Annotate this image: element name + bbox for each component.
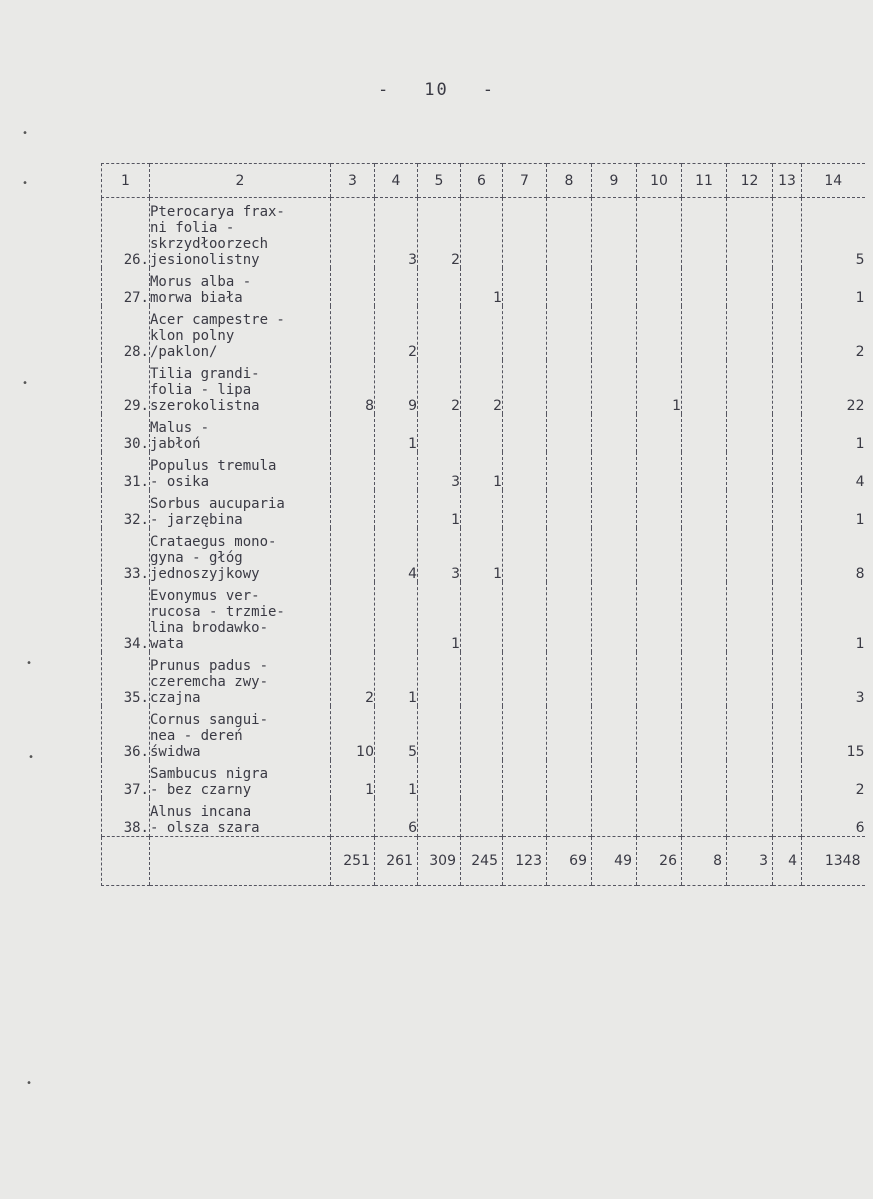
species-name: Malus - jabłoń [150, 414, 331, 452]
count-cell-col-3 [331, 528, 375, 582]
count-cell-col-12 [727, 798, 773, 837]
count-cell-col-10 [637, 528, 682, 582]
count-cell-col-13 [773, 306, 802, 360]
column-header-10: 10 [637, 164, 682, 198]
count-cell-col-13 [773, 582, 802, 652]
row-number: 35. [102, 652, 150, 706]
count-cell-col-4: 2 [375, 306, 418, 360]
column-header-13: 13 [773, 164, 802, 198]
total-cell-col-12: 3 [727, 837, 773, 886]
count-cell-col-9 [592, 198, 637, 269]
total-cell-col-3: 251 [331, 837, 375, 886]
count-cell-col-7 [503, 760, 547, 798]
count-cell-col-9 [592, 528, 637, 582]
count-cell-col-6: 2 [461, 360, 503, 414]
total-cell-col-7: 123 [503, 837, 547, 886]
count-cell-col-4 [375, 452, 418, 490]
count-cell-col-5 [418, 306, 461, 360]
count-cell-col-4: 3 [375, 198, 418, 269]
count-cell-col-13 [773, 198, 802, 269]
count-cell-col-12 [727, 706, 773, 760]
count-cell-col-9 [592, 452, 637, 490]
count-cell-col-4: 1 [375, 760, 418, 798]
count-cell-col-8 [547, 268, 592, 306]
column-header-12: 12 [727, 164, 773, 198]
count-cell-col-8 [547, 490, 592, 528]
total-cell-col-1 [102, 837, 150, 886]
row-number: 29. [102, 360, 150, 414]
total-cell-col-8: 69 [547, 837, 592, 886]
count-cell-col-10 [637, 490, 682, 528]
count-cell-col-5: 2 [418, 360, 461, 414]
column-header-9: 9 [592, 164, 637, 198]
column-header-2: 2 [150, 164, 331, 198]
header-row [102, 164, 865, 198]
species-name: Morus alba - morwa biała [150, 268, 331, 306]
count-cell-col-9 [592, 798, 637, 837]
count-cell-col-3 [331, 490, 375, 528]
count-cell-col-9 [592, 306, 637, 360]
count-cell-col-12 [727, 414, 773, 452]
count-cell-col-13 [773, 528, 802, 582]
total-cell-col-9: 49 [592, 837, 637, 886]
count-cell-col-6 [461, 760, 503, 798]
total-cell-col-2 [150, 837, 331, 886]
count-cell-col-9 [592, 652, 637, 706]
count-cell-col-11 [682, 490, 727, 528]
count-cell-col-10 [637, 760, 682, 798]
count-cell-col-11 [682, 268, 727, 306]
count-cell-col-4: 1 [375, 652, 418, 706]
row-number: 26. [102, 198, 150, 269]
count-cell-col-10 [637, 198, 682, 269]
count-cell-col-5 [418, 706, 461, 760]
count-cell-col-3: 1 [331, 760, 375, 798]
count-cell-col-5 [418, 760, 461, 798]
count-cell-col-6: 1 [461, 528, 503, 582]
count-cell-col-13 [773, 706, 802, 760]
count-cell-col-5 [418, 652, 461, 706]
count-cell-col-10 [637, 652, 682, 706]
count-cell-col-5 [418, 798, 461, 837]
count-cell-col-6 [461, 198, 503, 269]
count-cell-col-5 [418, 268, 461, 306]
count-cell-col-11 [682, 198, 727, 269]
table-row [102, 452, 865, 490]
count-cell-col-11 [682, 306, 727, 360]
count-cell-col-8 [547, 706, 592, 760]
count-cell-col-7 [503, 528, 547, 582]
count-cell-col-6: 1 [461, 452, 503, 490]
total-cell-col-10: 26 [637, 837, 682, 886]
row-number: 30. [102, 414, 150, 452]
count-cell-col-4 [375, 582, 418, 652]
row-number: 28. [102, 306, 150, 360]
table-row [102, 360, 865, 414]
count-cell-col-4: 6 [375, 798, 418, 837]
table-body [102, 198, 865, 886]
count-cell-col-7 [503, 582, 547, 652]
totals-row [102, 837, 865, 886]
column-header-3: 3 [331, 164, 375, 198]
count-cell-col-9 [592, 268, 637, 306]
count-cell-col-14: 22 [802, 360, 865, 414]
count-cell-col-6 [461, 582, 503, 652]
table-row [102, 414, 865, 452]
column-header-1: 1 [102, 164, 150, 198]
count-cell-col-12 [727, 360, 773, 414]
margin-mark: • [22, 128, 29, 139]
table-row [102, 798, 865, 837]
count-cell-col-12 [727, 582, 773, 652]
count-cell-col-4: 5 [375, 706, 418, 760]
count-cell-col-6 [461, 798, 503, 837]
species-count-table [101, 163, 865, 886]
count-cell-col-12 [727, 760, 773, 798]
species-name: Populus tremula - osika [150, 452, 331, 490]
count-cell-col-4 [375, 268, 418, 306]
count-cell-col-7 [503, 306, 547, 360]
count-cell-col-6 [461, 706, 503, 760]
count-cell-col-9 [592, 760, 637, 798]
count-cell-col-5: 3 [418, 452, 461, 490]
count-cell-col-5: 3 [418, 528, 461, 582]
column-header-11: 11 [682, 164, 727, 198]
count-cell-col-4: 1 [375, 414, 418, 452]
count-cell-col-12 [727, 490, 773, 528]
count-cell-col-11 [682, 452, 727, 490]
count-cell-col-7 [503, 652, 547, 706]
table-row [102, 306, 865, 360]
page-number: - 10 - [378, 80, 495, 100]
page-number-value: 10 [424, 80, 449, 100]
margin-mark: • [22, 378, 29, 389]
species-name: Prunus padus - czeremcha zwy- czajna [150, 652, 331, 706]
count-cell-col-12 [727, 652, 773, 706]
count-cell-col-9 [592, 360, 637, 414]
species-name: Tilia grandi- folia - lipa szerokolistna [150, 360, 331, 414]
column-header-5: 5 [418, 164, 461, 198]
count-cell-col-10 [637, 582, 682, 652]
table-row [102, 652, 865, 706]
count-cell-col-14: 1 [802, 414, 865, 452]
count-cell-col-9 [592, 414, 637, 452]
column-header-8: 8 [547, 164, 592, 198]
count-cell-col-14: 1 [802, 582, 865, 652]
count-cell-col-3 [331, 306, 375, 360]
total-cell-col-11: 8 [682, 837, 727, 886]
count-cell-col-3 [331, 268, 375, 306]
count-cell-col-4 [375, 490, 418, 528]
count-cell-col-8 [547, 414, 592, 452]
count-cell-col-14: 1 [802, 490, 865, 528]
count-cell-col-11 [682, 528, 727, 582]
count-cell-col-7 [503, 452, 547, 490]
count-cell-col-7 [503, 414, 547, 452]
count-cell-col-7 [503, 198, 547, 269]
margin-mark: • [26, 1078, 33, 1089]
margin-mark: • [22, 178, 29, 189]
column-header-4: 4 [375, 164, 418, 198]
count-cell-col-11 [682, 414, 727, 452]
total-cell-col-13: 4 [773, 837, 802, 886]
row-number: 36. [102, 706, 150, 760]
count-cell-col-12 [727, 452, 773, 490]
total-cell-col-4: 261 [375, 837, 418, 886]
column-header-14: 14 [802, 164, 865, 198]
count-cell-col-13 [773, 452, 802, 490]
count-cell-col-3 [331, 414, 375, 452]
count-cell-col-9 [592, 706, 637, 760]
column-header-6: 6 [461, 164, 503, 198]
total-cell-col-6: 245 [461, 837, 503, 886]
count-cell-col-6: 1 [461, 268, 503, 306]
count-cell-col-14: 15 [802, 706, 865, 760]
count-cell-col-3: 10 [331, 706, 375, 760]
species-name: Acer campestre - klon polny /paklon/ [150, 306, 331, 360]
count-cell-col-7 [503, 706, 547, 760]
count-cell-col-8 [547, 198, 592, 269]
count-cell-col-13 [773, 798, 802, 837]
table-row [102, 268, 865, 306]
margin-mark: • [26, 658, 33, 669]
count-cell-col-14: 1 [802, 268, 865, 306]
total-cell-col-14: 1348 [802, 837, 865, 886]
count-cell-col-11 [682, 706, 727, 760]
count-cell-col-10 [637, 414, 682, 452]
count-cell-col-3 [331, 452, 375, 490]
species-name: Cornus sangui- nea - dereń świdwa [150, 706, 331, 760]
count-cell-col-13 [773, 414, 802, 452]
table-row [102, 198, 865, 269]
row-number: 27. [102, 268, 150, 306]
species-name: Sorbus aucuparia - jarzębina [150, 490, 331, 528]
count-cell-col-8 [547, 798, 592, 837]
count-cell-col-14: 8 [802, 528, 865, 582]
table-row [102, 490, 865, 528]
count-cell-col-5: 1 [418, 490, 461, 528]
species-name: Pterocarya frax- ni folia - skrzydłoorzech jesionolistny [150, 198, 331, 269]
count-cell-col-11 [682, 798, 727, 837]
count-cell-col-11 [682, 760, 727, 798]
count-cell-col-7 [503, 490, 547, 528]
species-name: Sambucus nigra - bez czarny [150, 760, 331, 798]
count-cell-col-13 [773, 652, 802, 706]
count-cell-col-10 [637, 268, 682, 306]
count-cell-col-9 [592, 582, 637, 652]
count-cell-col-14: 2 [802, 760, 865, 798]
count-cell-col-12 [727, 528, 773, 582]
row-number: 32. [102, 490, 150, 528]
count-cell-col-10: 1 [637, 360, 682, 414]
count-cell-col-7 [503, 360, 547, 414]
species-name: Alnus incana - olsza szara [150, 798, 331, 837]
margin-mark: • [28, 752, 35, 763]
count-cell-col-3: 8 [331, 360, 375, 414]
count-cell-col-13 [773, 760, 802, 798]
species-name: Crataegus mono- gyna - głóg jednoszyjkowy [150, 528, 331, 582]
count-cell-col-10 [637, 706, 682, 760]
count-cell-col-6 [461, 306, 503, 360]
row-number: 31. [102, 452, 150, 490]
table-row [102, 706, 865, 760]
count-cell-col-4: 9 [375, 360, 418, 414]
count-cell-col-10 [637, 452, 682, 490]
count-cell-col-7 [503, 268, 547, 306]
count-cell-col-14: 5 [802, 198, 865, 269]
column-header-7: 7 [503, 164, 547, 198]
count-cell-col-8 [547, 306, 592, 360]
count-cell-col-14: 3 [802, 652, 865, 706]
count-cell-col-11 [682, 360, 727, 414]
count-cell-col-5 [418, 414, 461, 452]
count-cell-col-3 [331, 198, 375, 269]
count-cell-col-13 [773, 490, 802, 528]
count-cell-col-5: 2 [418, 198, 461, 269]
count-cell-col-3: 2 [331, 652, 375, 706]
count-cell-col-13 [773, 268, 802, 306]
count-cell-col-14: 2 [802, 306, 865, 360]
count-cell-col-8 [547, 760, 592, 798]
count-cell-col-11 [682, 652, 727, 706]
count-cell-col-14: 4 [802, 452, 865, 490]
table-row [102, 582, 865, 652]
species-name: Evonymus ver- rucosa - trzmie- lina brodawko- wata [150, 582, 331, 652]
count-cell-col-4: 4 [375, 528, 418, 582]
row-number: 34. [102, 582, 150, 652]
row-number: 38. [102, 798, 150, 837]
count-cell-col-6 [461, 490, 503, 528]
count-cell-col-14: 6 [802, 798, 865, 837]
count-cell-col-7 [503, 798, 547, 837]
count-cell-col-11 [682, 582, 727, 652]
count-cell-col-3 [331, 582, 375, 652]
count-cell-col-6 [461, 652, 503, 706]
table-row [102, 528, 865, 582]
total-cell-col-5: 309 [418, 837, 461, 886]
count-cell-col-8 [547, 360, 592, 414]
count-cell-col-8 [547, 528, 592, 582]
count-cell-col-5: 1 [418, 582, 461, 652]
count-cell-col-13 [773, 360, 802, 414]
row-number: 33. [102, 528, 150, 582]
count-cell-col-10 [637, 306, 682, 360]
count-cell-col-8 [547, 452, 592, 490]
count-cell-col-12 [727, 268, 773, 306]
count-cell-col-8 [547, 652, 592, 706]
count-cell-col-6 [461, 414, 503, 452]
count-cell-col-9 [592, 490, 637, 528]
count-cell-col-12 [727, 306, 773, 360]
count-cell-col-8 [547, 582, 592, 652]
count-cell-col-10 [637, 798, 682, 837]
row-number: 37. [102, 760, 150, 798]
count-cell-col-12 [727, 198, 773, 269]
table-row [102, 760, 865, 798]
count-cell-col-3 [331, 798, 375, 837]
